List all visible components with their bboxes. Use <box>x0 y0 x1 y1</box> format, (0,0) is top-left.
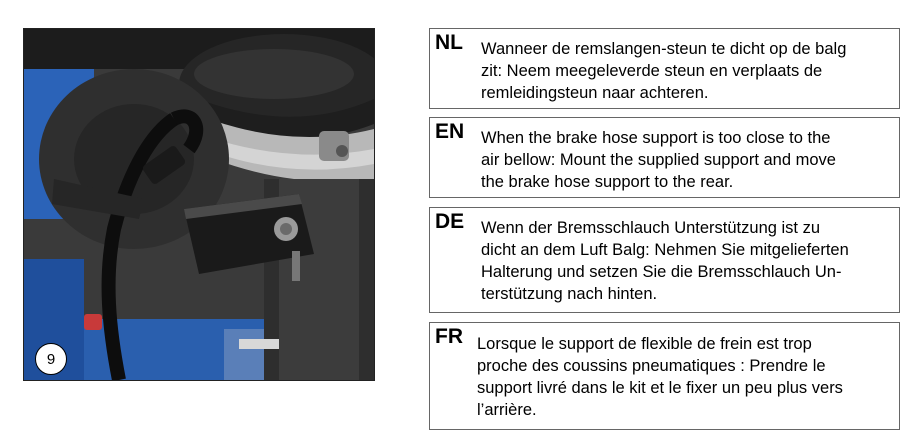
text-line: zit: Neem meegeleverde steun en verplaats de <box>481 62 823 80</box>
instruction-text <box>481 38 896 104</box>
instruction-text <box>477 333 897 421</box>
text-line: Halterung und setzen Sie die Bremsschlauch Un- <box>481 263 842 281</box>
text-line: Wanneer de remslangen-steun te dicht op de balg <box>481 40 847 58</box>
text-line: l’arrière. <box>477 401 537 419</box>
language-code: FR <box>435 325 463 348</box>
instruction-box-de <box>429 207 900 313</box>
text-line: Wenn der Bremsschlauch Unterstützung ist zu <box>481 219 821 237</box>
language-code: EN <box>435 120 465 143</box>
instruction-photo <box>23 28 375 381</box>
instruction-box-nl <box>429 28 900 109</box>
instruction-text <box>481 217 896 305</box>
text-line: the brake hose support to the rear. <box>481 173 734 191</box>
instruction-box-en <box>429 117 900 198</box>
text-line: air bellow: Mount the supplied support and move <box>481 151 836 169</box>
language-code: NL <box>435 31 463 54</box>
language-code: DE <box>435 210 465 233</box>
photo-illustration <box>24 29 374 380</box>
instruction-box-fr <box>429 322 900 430</box>
text-line: support livré dans le kit et le fixer un peu plus vers <box>477 379 843 397</box>
text-line: terstützung nach hinten. <box>481 285 658 303</box>
instruction-text <box>481 127 896 193</box>
text-line: dicht an dem Luft Balg: Nehmen Sie mitgelieferten <box>481 241 849 259</box>
text-line: When the brake hose support is too close to the <box>481 129 831 147</box>
text-line: remleidingsteun naar achteren. <box>481 84 709 102</box>
text-line: proche des coussins pneumatiques : Prendre le <box>477 357 826 375</box>
step-number-badge: 9 <box>35 343 67 375</box>
text-line: Lorsque le support de flexible de frein est trop <box>477 335 812 353</box>
